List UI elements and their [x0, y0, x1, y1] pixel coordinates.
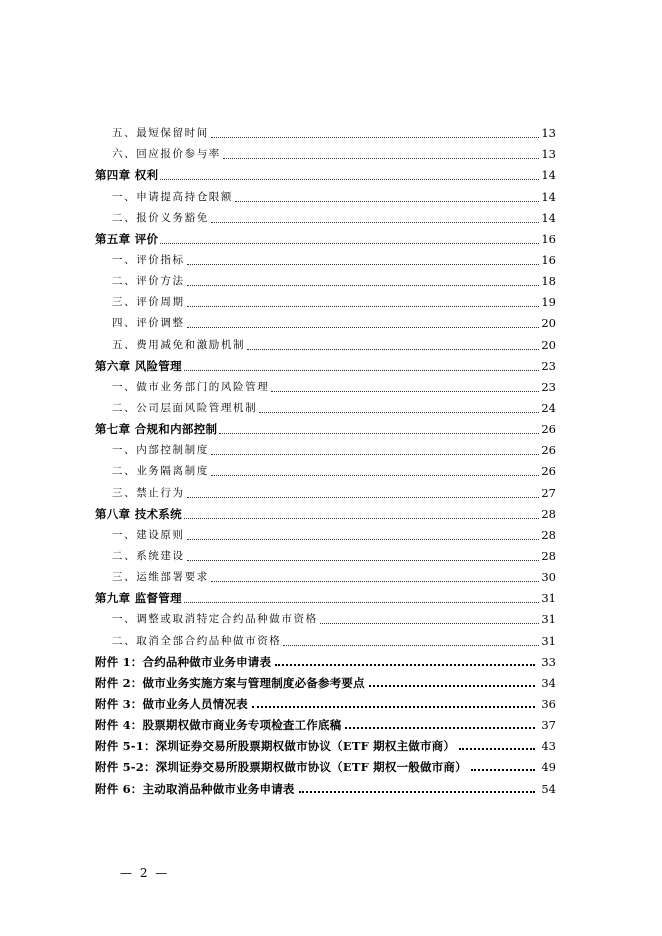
- toc-entry-page: 16: [541, 231, 556, 246]
- dot-leader: [459, 748, 535, 750]
- toc-entry-label: 附件 5-1：深圳证券交易所股票期权做市协议（ETF 期权主做市商）: [95, 739, 456, 754]
- toc-entry-label: 一、申请提高持仓限额: [112, 190, 233, 203]
- dot-leader: [187, 327, 540, 328]
- toc-entry-page: 27: [541, 485, 556, 500]
- toc-entry-page: 23: [541, 358, 556, 373]
- toc-section-entry[interactable]: [95, 605, 556, 626]
- toc-section-entry[interactable]: [95, 373, 556, 394]
- toc-entry-page: 31: [541, 612, 556, 627]
- dot-leader: [184, 518, 539, 519]
- dot-leader: [187, 497, 540, 498]
- toc-entry-page: 33: [541, 654, 556, 669]
- dot-leader: [283, 645, 539, 646]
- toc-entry-page: 28: [541, 527, 556, 542]
- toc-entry-page: 13: [541, 126, 556, 141]
- toc-entry-label: 附件 2：做市业务实施方案与管理制度必备参考要点: [95, 675, 365, 690]
- dot-leader: [219, 433, 539, 434]
- dot-leader: [471, 769, 536, 771]
- dot-leader: [211, 475, 540, 476]
- toc-entry-label: 三、评价周期: [112, 296, 185, 309]
- dot-leader: [187, 560, 540, 561]
- toc-entry-label: 第六章 风险管理: [95, 358, 182, 373]
- toc-entry-label: 二、评价方法: [112, 275, 185, 288]
- toc-entry-label: 二、取消全部合约品种做市资格: [112, 634, 282, 647]
- dot-leader: [187, 285, 540, 286]
- toc-entry-label: 四、评价调整: [112, 317, 185, 330]
- dot-leader: [320, 623, 540, 624]
- toc-entry-label: 第八章 技术系统: [95, 506, 182, 521]
- toc-entry-page: 28: [541, 506, 556, 521]
- dot-leader: [252, 706, 536, 708]
- toc-entry-page: 18: [541, 274, 556, 289]
- toc-entry-label: 二、报价义务豁免: [112, 211, 209, 224]
- toc-appendix-entry[interactable]: [95, 732, 556, 753]
- toc-entry-label: 第七章 合规和内部控制: [95, 422, 218, 437]
- toc-entry-label: 一、做市业务部门的风险管理: [112, 380, 270, 393]
- dot-leader: [369, 685, 536, 687]
- toc-entry-page: 30: [541, 570, 556, 585]
- toc-chapter-entry[interactable]: [95, 500, 556, 521]
- dot-leader: [184, 370, 539, 371]
- toc-entry-page: 14: [541, 189, 556, 204]
- toc-section-entry[interactable]: [95, 246, 556, 267]
- toc-section-entry[interactable]: [95, 394, 556, 415]
- toc-appendix-entry[interactable]: [95, 690, 556, 711]
- toc-section-entry[interactable]: [95, 457, 556, 478]
- dot-leader: [187, 264, 540, 265]
- toc-entry-page: 34: [541, 675, 556, 690]
- toc-entry-label: 五、费用减免和激励机制: [112, 338, 246, 351]
- dot-leader: [247, 349, 539, 350]
- toc-chapter-entry[interactable]: [95, 161, 556, 182]
- toc-section-entry[interactable]: [95, 140, 556, 161]
- toc-entry-page: 31: [541, 633, 556, 648]
- toc-entry-label: 附件 4：股票期权做市商业务专项检查工作底稿: [95, 718, 342, 733]
- toc-entry-label: 三、禁止行为: [112, 486, 185, 499]
- toc-entry-label: 附件 5-2：深圳证券交易所股票期权做市协议（ETF 期权一般做市商）: [95, 760, 467, 775]
- toc-appendix-entry[interactable]: [95, 774, 556, 795]
- toc-entry-page: 54: [541, 781, 556, 796]
- toc-entry-page: 19: [541, 295, 556, 310]
- dot-leader: [211, 454, 540, 455]
- dot-leader: [184, 602, 539, 603]
- dot-leader: [187, 306, 540, 307]
- toc-entry-page: 49: [541, 760, 556, 775]
- toc-section-entry[interactable]: [95, 626, 556, 647]
- toc-entry-page: 28: [541, 548, 556, 563]
- toc-section-entry[interactable]: [95, 478, 556, 499]
- dot-leader: [345, 727, 535, 729]
- toc-entry-label: 五、最短保留时间: [112, 127, 209, 140]
- dot-leader: [160, 243, 539, 244]
- toc-entry-label: 一、评价指标: [112, 253, 185, 266]
- page-number: — 2 —: [120, 866, 170, 880]
- toc-entry-page: 14: [541, 210, 556, 225]
- toc-appendix-entry[interactable]: [95, 711, 556, 732]
- toc-entry-page: 24: [541, 400, 556, 415]
- toc-entry-label: 附件 6：主动取消品种做市业务申请表: [95, 781, 295, 796]
- toc-entry-label: 二、公司层面风险管理机制: [112, 401, 258, 414]
- dot-leader: [275, 664, 535, 666]
- toc-section-entry[interactable]: [95, 204, 556, 225]
- toc-entry-page: 23: [541, 379, 556, 394]
- toc-entry-page: 26: [541, 464, 556, 479]
- dot-leader: [187, 539, 540, 540]
- toc-entry-label: 二、系统建设: [112, 549, 185, 562]
- toc-appendix-entry[interactable]: [95, 753, 556, 774]
- toc-entry-label: 一、建设原则: [112, 528, 185, 541]
- toc-chapter-entry[interactable]: [95, 352, 556, 373]
- toc-entry-page: 14: [541, 168, 556, 183]
- dot-leader: [223, 158, 539, 159]
- toc-section-entry[interactable]: [95, 563, 556, 584]
- dot-leader: [259, 412, 539, 413]
- toc-entry-page: 20: [541, 337, 556, 352]
- toc-entry-label: 六、回应报价参与率: [112, 148, 221, 161]
- toc-entry-label: 附件 1：合约品种做市业务申请表: [95, 654, 272, 669]
- dot-leader: [160, 179, 539, 180]
- toc-entry-page: 20: [541, 316, 556, 331]
- toc-entry-page: 31: [541, 591, 556, 606]
- toc-entry-label: 二、业务隔离制度: [112, 465, 209, 478]
- toc-entry-page: 26: [541, 443, 556, 458]
- toc-entry-label: 第四章 权利: [95, 168, 159, 183]
- dot-leader: [299, 791, 536, 793]
- toc-entry-label: 第五章 评价: [95, 231, 159, 246]
- toc-section-entry[interactable]: [95, 309, 556, 330]
- dot-leader: [211, 581, 540, 582]
- toc-entry-label: 三、运维部署要求: [112, 571, 209, 584]
- toc-chapter-entry[interactable]: [95, 225, 556, 246]
- toc-section-entry[interactable]: [95, 267, 556, 288]
- toc-entry-page: 43: [541, 739, 556, 754]
- dot-leader: [235, 201, 539, 202]
- toc-chapter-entry[interactable]: [95, 415, 556, 436]
- toc-entry-page: 16: [541, 252, 556, 267]
- dot-leader: [211, 137, 540, 138]
- toc-section-entry[interactable]: [95, 521, 556, 542]
- toc-entry-page: 13: [541, 147, 556, 162]
- toc-entry-label: 第九章 监督管理: [95, 591, 182, 606]
- table-of-contents: [95, 119, 556, 796]
- toc-section-entry[interactable]: [95, 182, 556, 203]
- toc-entry-label: 一、内部控制制度: [112, 444, 209, 457]
- toc-section-entry[interactable]: [95, 542, 556, 563]
- dot-leader: [271, 391, 539, 392]
- toc-section-entry[interactable]: [95, 288, 556, 309]
- toc-section-entry[interactable]: [95, 119, 556, 140]
- toc-section-entry[interactable]: [95, 330, 556, 351]
- toc-entry-page: 26: [541, 422, 556, 437]
- dot-leader: [211, 222, 540, 223]
- toc-entry-label: 一、调整或取消特定合约品种做市资格: [112, 613, 318, 626]
- toc-section-entry[interactable]: [95, 436, 556, 457]
- toc-appendix-entry[interactable]: [95, 648, 556, 669]
- toc-chapter-entry[interactable]: [95, 584, 556, 605]
- toc-entry-label: 附件 3：做市业务人员情况表: [95, 696, 248, 711]
- toc-entry-page: 36: [541, 696, 556, 711]
- toc-appendix-entry[interactable]: [95, 669, 556, 690]
- toc-entry-page: 37: [541, 718, 556, 733]
